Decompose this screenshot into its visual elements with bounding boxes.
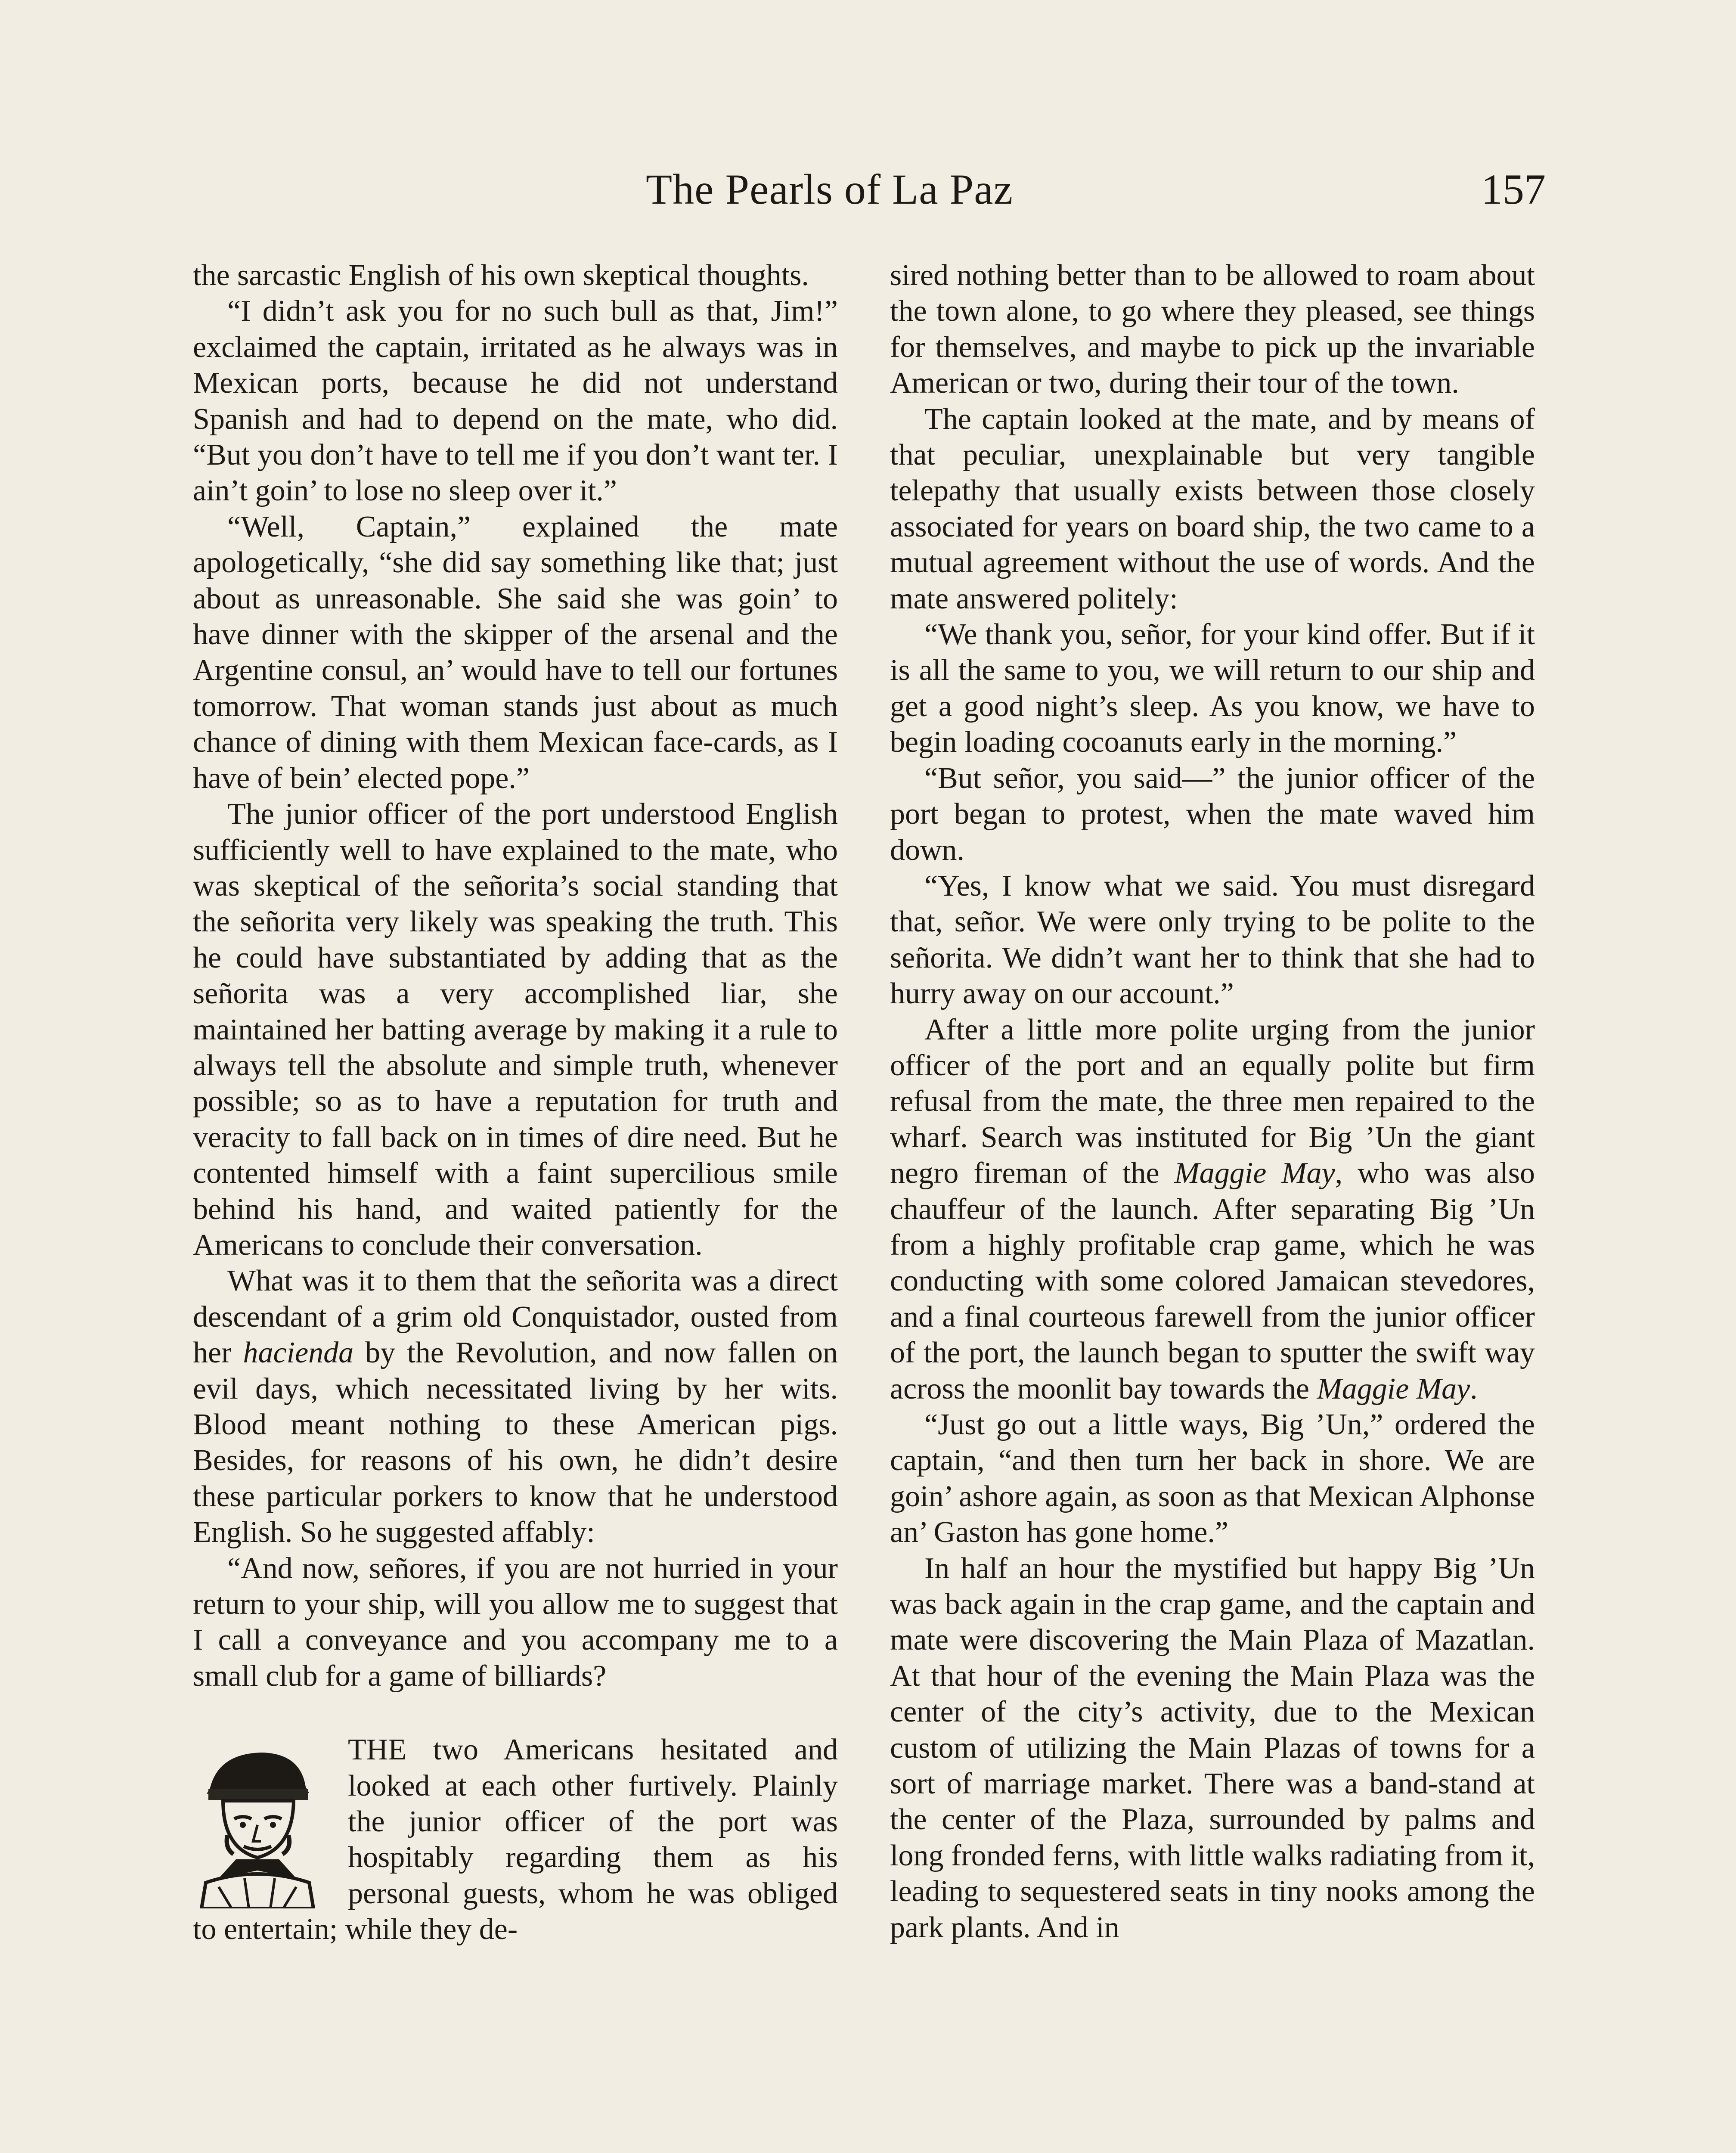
- paragraph-text: After a little more polite urging from the junior officer of the port and an equally polite but firm refusal from the mate, the three men repaired to the wharf. Search was instituted for Big ’Un the giant negro fireman of the: [890, 1013, 1535, 1190]
- paragraph-text: THE two Americans hesitated and looked at each other furtively. Plainly the junior officer of the port was hospitably regarding them as his personal guests, whom he was obliged to entertain; while they de-: [193, 1733, 838, 1946]
- paragraph: [890, 1407, 1535, 1551]
- paragraph: [890, 760, 1535, 868]
- left-text-column: [193, 257, 838, 1948]
- paragraph-text: “But señor, you said—” the junior officer of the port began to protest, when the mate waved him down.: [890, 761, 1535, 867]
- paragraph-text: “Just go out a little ways, Big ’Un,” ordered the captain, “and then turn her back in shore. We are goin’ ashore again, as soon as that Mexican Alphonse an’ Gaston has gone home.”: [890, 1408, 1535, 1549]
- paragraph: [193, 796, 838, 1263]
- paragraph: [890, 1551, 1535, 1945]
- running-head-title: The Pearls of La Paz: [646, 165, 1014, 213]
- paragraph-text: “And now, señores, if you are not hurried in your return to your ship, will you allow me to suggest that I call a conveyance and you accompany me to a small club for a game of billiards?: [193, 1551, 838, 1693]
- paragraph-text: “I didn’t ask you for no such bull as that, Jim!” exclaimed the captain, irritated as he always was in Mexican ports, because he did not understand Spanish and had to depend on the mate, who did. “But you don’t have to tell me if you don’t want ter. I ain’t goin’ to lose no sleep over it.”: [193, 295, 838, 508]
- paragraph-text: “We thank you, señor, for your kind offer. But if it is all the same to you, we will return to our ship and get a good night’s sleep. As you know, we have to begin loading cocoanuts early in the morning.”: [890, 618, 1535, 759]
- paragraph: [193, 1263, 838, 1550]
- paragraph-text: sired nothing better than to be allowed to roam about the town alone, to go where they pleased, see things for themselves, and maybe to pick up the invariable American or two, during their tour of the town.: [890, 259, 1535, 400]
- paragraph-text: The captain looked at the mate, and by means of that peculiar, unexplainable but very tangible telepathy that usually exists between those closely associated for years on board ship, the two came to a mutual agreement without the use of words. And the mate answered politely:: [890, 402, 1535, 615]
- italic-title: hacienda: [243, 1336, 354, 1370]
- paragraph-text: What was it to them that the señorita was a direct descendant of a grim old Conquistador, ousted from her: [193, 1264, 838, 1370]
- paragraph-text: “Yes, I know what we said. You must disregard that, señor. We were only trying to be polite to the señorita. We didn’t want her to think that she had to hurry away on our account.”: [890, 869, 1535, 1011]
- paragraph-text: In half an hour the mystified but happy Big ’Un was back again in the crap game, and the captain and mate were discovering the Main Plaza of Mazatlan. At that hour of the evening the Main Plaza was the center of the city’s activity, due to the Mexican custom of utilizing the Main Plazas of towns for a sort of marriage market. There was a band-stand at the center of the Plaza, surrounded by palms and long fronded ferns, with little walks radiating from it, leading to sequestered seats in tiny nooks among the park plants. And in: [890, 1551, 1535, 1944]
- page-number: 157: [1481, 165, 1546, 213]
- paragraph: [890, 868, 1535, 1012]
- italic-title: Maggie May: [1317, 1372, 1470, 1405]
- sailor-portrait-illustration: [193, 1736, 322, 1908]
- paragraph: [890, 617, 1535, 760]
- paragraph-text: “Well, Captain,” explained the mate apologetically, “she did say something like that; just about as unreasonable. She said she was goin’ to have dinner with the skipper of the arsenal and the Argentine consul, an’ would have to tell our fortunes tomorrow. That woman stands just about as much chance of dining with them Mexican face-cards, as I have of bein’ elected pope.”: [193, 510, 838, 795]
- paragraph-text: the sarcastic English of his own skeptical thoughts.: [193, 259, 809, 292]
- paragraph: [193, 1551, 838, 1694]
- paragraph-text: The junior officer of the port understood English sufficiently well to have explained to the mate, who was skeptical of the señorita’s social standing that the señorita very likely was speaking the truth. This he could have substantiated by adding that as the señorita was a very accomplished liar, she maintained her batting average by making it a rule to always tell the absolute and simple truth, whenever possible; so as to have a reputation for truth and veracity to fall back on in times of dire need. But he contented himself with a faint supercilious smile behind his hand, and waited patiently for the Americans to conclude their conversation.: [193, 797, 838, 1262]
- paragraph-text: .: [1470, 1372, 1478, 1405]
- paragraph-text: by the Revolution, and now fallen on evil days, which necessitated living by her wits. Blood meant nothing to these American pigs. Besides, for reasons of his own, he didn’t desire these particular porkers to know that he understood English. So he suggested affably:: [193, 1336, 838, 1549]
- italic-title: Maggie May: [1174, 1157, 1335, 1190]
- paragraph: [890, 401, 1535, 617]
- right-text-column: [890, 257, 1535, 1945]
- paragraph: [890, 1012, 1535, 1407]
- paragraph: [890, 257, 1535, 401]
- paragraph: [193, 293, 838, 509]
- paragraph: [193, 1732, 838, 1947]
- paragraph: [193, 257, 838, 293]
- paragraph: [193, 509, 838, 796]
- paragraph-text: , who was also chauffeur of the launch. After separating Big ’Un from a highly profitable crap game, which he was conducting with some colored Jamaican stevedores, and a final courteous farewell from the junior officer of the port, the launch began to sputter the swift way across the moonlit bay towards the: [890, 1157, 1535, 1405]
